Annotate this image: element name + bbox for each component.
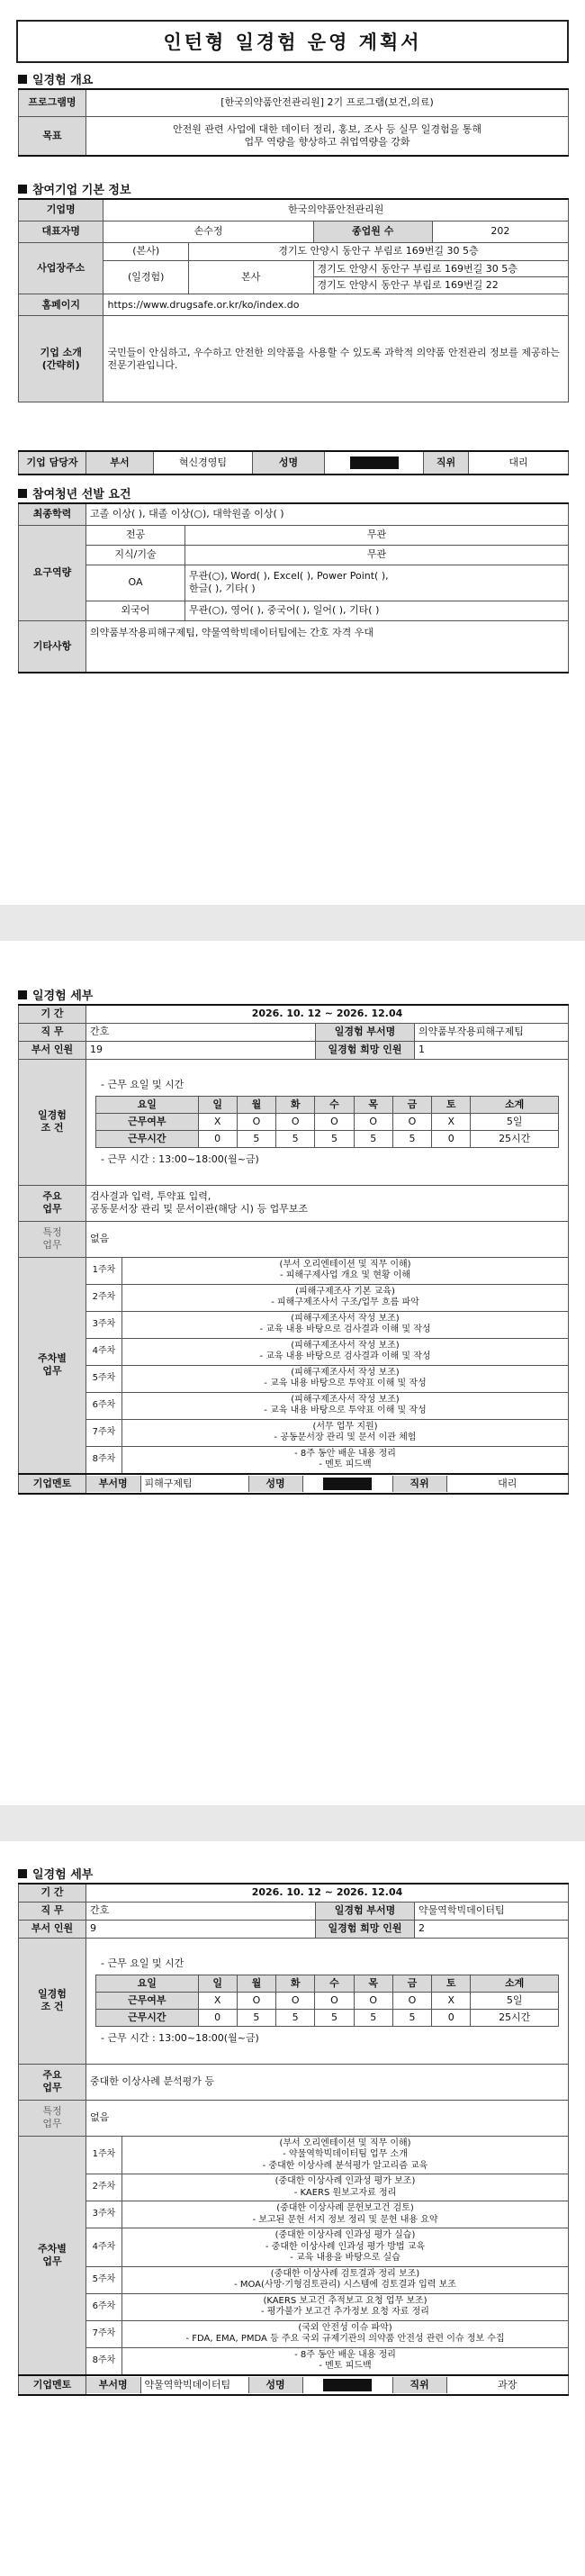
schedule-day-cell: 일 <box>198 1097 237 1114</box>
want-count-label: 일경험 희망 인원 <box>316 1041 415 1059</box>
education-label: 최종학력 <box>19 503 86 525</box>
job-label: 직 무 <box>19 1023 86 1041</box>
mentor-position-value: 대리 <box>446 1476 568 1492</box>
detail-table-2 <box>18 1883 569 2396</box>
period-label: 기 간 <box>19 1005 86 1023</box>
redaction-block <box>350 456 399 469</box>
week-number: 4주차 <box>86 1338 122 1365</box>
period-value: 2026. 10. 12 ~ 2026. 12.04 <box>86 1884 569 1902</box>
redaction-block <box>323 2379 372 2391</box>
schedule-day-cell: 요일 <box>96 1097 199 1114</box>
week-task: (서무 업무 지원) - 공동문서장 관리 및 문서 이관 체험 <box>122 1419 569 1446</box>
mentor-position-value: 과장 <box>446 2377 568 2393</box>
week-number: 5주차 <box>86 2266 122 2293</box>
week-number: 6주차 <box>86 2293 122 2320</box>
page-gap <box>0 905 585 941</box>
section-heading-overview: 일경험 개요 <box>18 70 93 87</box>
special-task-label: 특정 업무 <box>19 2100 86 2136</box>
dept-count-label: 부서 인원 <box>19 1041 86 1059</box>
week-number: 3주차 <box>86 1311 122 1338</box>
condition-cell <box>86 1059 569 1185</box>
condition-title: - 근무 요일 및 시간 <box>101 1078 184 1090</box>
dept-count-label: 부서 인원 <box>19 1920 86 1938</box>
period-label: 기 간 <box>19 1884 86 1902</box>
education-value: 고졸 이상( ), 대졸 이상(○), 대학원졸 이상( ) <box>86 503 569 525</box>
mentor-name-label: 성명 <box>248 2377 302 2393</box>
dept-value: 약물역학빅데이터팀 <box>415 1902 569 1920</box>
intro-value: 국민들이 안심하고, 우수하고 안전한 의약품을 사용할 수 있도록 과학적 의약품 안전관리 정보를 제공하는 전문기관입니다. <box>104 316 569 402</box>
etc-label: 기타사항 <box>19 620 86 673</box>
schedule-work-cell: O <box>354 1993 392 2010</box>
ceo-label: 대표자명 <box>19 221 104 242</box>
schedule-hour-cell: 0 <box>198 2009 237 2026</box>
schedule-day-cell: 요일 <box>96 1975 199 1993</box>
schedule-work-cell: 5일 <box>471 1993 559 2010</box>
bullet-square-icon <box>18 75 27 84</box>
schedule-work-cell: X <box>198 1114 237 1131</box>
schedule-work-cell: X <box>198 1993 237 2010</box>
schedule-hour-cell: 근무시간 <box>96 1130 199 1147</box>
week-number: 5주차 <box>86 1365 122 1392</box>
etc-value: 의약품부작용피해구제팀, 약물역학빅데이터팀에는 간호 자격 우대 <box>86 620 569 673</box>
page-gap <box>0 1805 585 1841</box>
week-task: (피해구제조사서 작성 보조) - 교육 내용 바탕으로 투약표 이해 및 작성 <box>122 1392 569 1419</box>
week-task: (피해구제조사서 작성 보조) - 교육 내용 바탕으로 검사결과 이해 및 작성 <box>122 1311 569 1338</box>
mentor-name-redacted <box>302 2377 392 2393</box>
mentor-row <box>86 1474 569 1494</box>
contact-label: 기업 담당자 <box>19 451 86 475</box>
week-number: 8주차 <box>86 2347 122 2375</box>
week-task: (중대한 이상사례 검토결과 정리 보조) - MOA(사망·기형검토관리) 시스템에 검토결과 입력 보조 <box>122 2266 569 2293</box>
week-number: 4주차 <box>86 2228 122 2267</box>
period-value: 2026. 10. 12 ~ 2026. 12.04 <box>86 1005 569 1023</box>
contact-position-value: 대리 <box>469 451 569 475</box>
schedule-work-cell: 5일 <box>471 1114 559 1131</box>
schedule-day-cell: 금 <box>392 1097 431 1114</box>
condition-label: 일경험 조 건 <box>19 1938 86 2064</box>
schedule-hour-cell: 5 <box>392 2009 431 2026</box>
overview-table <box>18 88 569 157</box>
schedule-day-cell: 화 <box>276 1097 315 1114</box>
page-1 <box>0 0 585 905</box>
week-number: 7주차 <box>86 1419 122 1446</box>
dept-label: 일경험 부서명 <box>316 1023 415 1041</box>
major-label: 전공 <box>86 525 185 545</box>
want-count-value: 1 <box>415 1041 569 1059</box>
week-task: (피해구제조사서 작성 보조) - 교육 내용 바탕으로 투약표 이해 및 작성 <box>122 1365 569 1392</box>
oa-value: 무관(○), Word( ), Excel( ), Power Point( ), 한글( ), 기타( ) <box>185 565 569 601</box>
contact-name-label: 성명 <box>253 451 325 475</box>
week-task: (부서 오리엔테이션 및 직무 이해) - 피해구제사업 개요 및 현황 이해 <box>122 1257 569 1284</box>
main-task-value: 검사결과 입력, 투약표 입력, 공동문서장 관리 및 문서이관(해당 시) 등 업무보조 <box>86 1185 569 1221</box>
week-number: 2주차 <box>86 1284 122 1311</box>
major-value: 무관 <box>185 525 569 545</box>
schedule-hour-cell: 25시간 <box>471 2009 559 2026</box>
schedule-hour-cell: 0 <box>432 2009 471 2026</box>
dept-count-value: 19 <box>86 1041 316 1059</box>
address-work-label: 본사 <box>188 260 313 294</box>
schedule-table-2 <box>95 1975 559 2026</box>
goal-value: 안전원 관련 사업에 대한 데이터 정리, 홍보, 조사 등 실무 일경험을 통해 업무 역량을 향상하고 취업역량을 강화 <box>86 116 569 156</box>
week-task: (KAERS 보고건 추적보고 요청 업무 보조) - 평가불가 보고건 추가정보 요청 자료 정리 <box>122 2293 569 2320</box>
employee-count-label: 종업원 수 <box>313 221 432 242</box>
section-heading-detail: 일경험 세부 <box>18 986 93 1003</box>
schedule-day-cell: 수 <box>315 1097 354 1114</box>
dept-value: 의약품부작용피해구제팀 <box>415 1023 569 1041</box>
contact-position-label: 직위 <box>424 451 469 475</box>
schedule-hour-cell: 5 <box>392 1130 431 1147</box>
goal-label: 목표 <box>19 116 86 156</box>
schedule-hour-cell: 0 <box>432 1130 471 1147</box>
schedule-work-cell: O <box>276 1993 315 2010</box>
language-value: 무관(○), 영어( ), 중국어( ), 일어( ), 기타( ) <box>185 601 569 620</box>
schedule-day-cell: 소계 <box>471 1975 559 1993</box>
week-number: 6주차 <box>86 1392 122 1419</box>
condition-title: - 근무 요일 및 시간 <box>101 1957 184 1969</box>
ceo-value: 손수정 <box>104 221 313 242</box>
oa-label: OA <box>86 565 185 601</box>
job-value: 간호 <box>86 1023 316 1041</box>
dept-count-value: 9 <box>86 1920 316 1938</box>
weekly-task-label: 주차별 업무 <box>19 2136 86 2375</box>
schedule-day-cell: 소계 <box>471 1097 559 1114</box>
mentor-name-label: 성명 <box>248 1476 302 1492</box>
contact-dept-label: 부서 <box>86 451 154 475</box>
schedule-day-cell: 화 <box>276 1975 315 1993</box>
schedule-work-cell: O <box>237 1993 275 2010</box>
page-3 <box>0 1841 585 2576</box>
week-task: (부서 오리엔테이션 및 직무 이해) - 약물역학빅데이터팀 업무 소개 - 중대한 이상사례 분석평가 알고리즘 교육 <box>122 2136 569 2174</box>
language-label: 외국어 <box>86 601 185 620</box>
mentor-label: 기업멘토 <box>19 1474 86 1494</box>
condition-cell <box>86 1938 569 2064</box>
schedule-table-1 <box>95 1096 559 1147</box>
mentor-name-redacted <box>302 1476 392 1492</box>
schedule-work-cell: 근무여부 <box>96 1114 199 1131</box>
main-task-label: 주요 업무 <box>19 2064 86 2100</box>
schedule-work-cell: O <box>392 1993 431 2010</box>
skill-value: 무관 <box>185 545 569 565</box>
address-hq-value: 경기도 안양시 동안구 부림로 169번길 30 5층 <box>188 242 568 260</box>
main-task-value: 중대한 이상사례 분석평가 등 <box>86 2064 569 2100</box>
skill-label: 지식/기술 <box>86 545 185 565</box>
dept-label: 일경험 부서명 <box>316 1902 415 1920</box>
main-task-label: 주요 업무 <box>19 1185 86 1221</box>
mentor-label: 기업멘토 <box>19 2375 86 2395</box>
weekly-task-label: 주차별 업무 <box>19 1257 86 1474</box>
mentor-dept-value: 약물역학빅데이터팀 <box>140 2377 248 2393</box>
week-number: 1주차 <box>86 1257 122 1284</box>
address-label: 사업장주소 <box>19 242 104 294</box>
schedule-day-cell: 금 <box>392 1975 431 1993</box>
job-label: 직 무 <box>19 1902 86 1920</box>
schedule-hour-cell: 5 <box>354 1130 392 1147</box>
mentor-row <box>86 2375 569 2395</box>
address-work-1: 경기도 안양시 동안구 부림로 169번길 30 5층 <box>313 260 568 277</box>
bullet-square-icon <box>18 489 27 498</box>
schedule-day-cell: 월 <box>237 1097 275 1114</box>
company-name-value: 한국의약품안전관리원 <box>104 199 569 221</box>
week-task: (국외 안전성 이슈 파악) - FDA, EMA, PMDA 등 주요 국외 규제기관의 의약품 안전성 관련 이슈 정보 수집 <box>122 2320 569 2347</box>
bullet-square-icon <box>18 990 27 999</box>
week-number: 7주차 <box>86 2320 122 2347</box>
want-count-label: 일경험 희망 인원 <box>316 1920 415 1938</box>
address-work-tag: (일경험) <box>104 260 188 294</box>
redaction-block <box>323 1478 372 1490</box>
schedule-hour-cell: 5 <box>354 2009 392 2026</box>
schedule-work-cell: X <box>432 1993 471 2010</box>
schedule-work-cell: X <box>432 1114 471 1131</box>
company-contact-table <box>18 450 569 475</box>
schedule-hour-cell: 5 <box>237 2009 275 2026</box>
week-number: 3주차 <box>86 2201 122 2228</box>
schedule-work-cell: O <box>237 1114 275 1131</box>
document-title: 인턴형 일경험 운영 계획서 <box>16 20 569 63</box>
want-count-value: 2 <box>415 1920 569 1938</box>
section-heading-company: 참여기업 기본 정보 <box>18 180 131 197</box>
schedule-hour-cell: 5 <box>237 1130 275 1147</box>
contact-name-redacted <box>325 451 424 475</box>
page-2 <box>0 941 585 1805</box>
week-task: (피해구제조사 기본 교육) - 피해구제조사서 구조/업무 흐름 파악 <box>122 1284 569 1311</box>
schedule-hour-cell: 5 <box>276 1130 315 1147</box>
intro-label: 기업 소개 (간략히) <box>19 316 104 402</box>
homepage-link[interactable]: https://www.drugsafe.or.kr/ko/index.do <box>104 294 569 316</box>
week-number: 8주차 <box>86 1446 122 1474</box>
schedule-work-cell: O <box>276 1114 315 1131</box>
week-number: 2주차 <box>86 2174 122 2201</box>
schedule-hour-cell: 25시간 <box>471 1130 559 1147</box>
week-task: - 8주 동안 배운 내용 정리 - 멘토 피드백 <box>122 1446 569 1474</box>
special-task-value: 없음 <box>86 1221 569 1257</box>
schedule-work-cell: 근무여부 <box>96 1993 199 2010</box>
address-work-2: 경기도 안양시 동안구 부림로 169번길 22 <box>313 277 568 294</box>
company-table <box>18 198 569 402</box>
condition-label: 일경험 조 건 <box>19 1059 86 1185</box>
schedule-hour-cell: 0 <box>198 1130 237 1147</box>
week-task: (피해구제조사서 작성 보조) - 교육 내용 바탕으로 검사결과 이해 및 작성 <box>122 1338 569 1365</box>
bullet-square-icon <box>18 1869 27 1878</box>
schedule-day-cell: 목 <box>354 1975 392 1993</box>
special-task-value: 없음 <box>86 2100 569 2136</box>
section-heading-requirements: 참여청년 선발 요건 <box>18 484 131 502</box>
mentor-dept-value: 피해구제팀 <box>140 1476 248 1492</box>
contact-dept-value: 혁신경영팀 <box>154 451 253 475</box>
mentor-position-label: 직위 <box>392 1476 446 1492</box>
program-value: [한국의약품안전관리원] 2기 프로그램(보건,의료) <box>86 89 569 116</box>
week-task: (중대한 이상사례 인과성 평가 실습) - 중대한 이상사례 인과성 평가 방법 교육 - 교육 내용을 바탕으로 실습 <box>122 2228 569 2267</box>
schedule-work-cell: O <box>354 1114 392 1131</box>
detail-table-1 <box>18 1004 569 1495</box>
schedule-day-cell: 토 <box>432 1975 471 1993</box>
schedule-work-cell: O <box>315 1114 354 1131</box>
company-name-label: 기업명 <box>19 199 104 221</box>
schedule-work-cell: O <box>315 1993 354 2010</box>
special-task-label: 특정 업무 <box>19 1221 86 1257</box>
mentor-position-label: 직위 <box>392 2377 446 2393</box>
schedule-day-cell: 일 <box>198 1975 237 1993</box>
address-hq-tag: (본사) <box>104 242 188 260</box>
job-value: 간호 <box>86 1902 316 1920</box>
homepage-label: 홈페이지 <box>19 294 104 316</box>
employee-count-value: 202 <box>432 221 568 242</box>
program-label: 프로그램명 <box>19 89 86 116</box>
week-task: (중대한 이상사례 문헌보고건 검토) - 보고된 문헌 서지 정보 정리 및 문헌 내용 요약 <box>122 2201 569 2228</box>
mentor-dept-label: 부서명 <box>86 2377 140 2393</box>
schedule-hour-cell: 5 <box>276 2009 315 2026</box>
week-task: - 8주 동안 배운 내용 정리 - 멘토 피드백 <box>122 2347 569 2375</box>
schedule-work-cell: O <box>392 1114 431 1131</box>
time-note: - 근무 시간 : 13:00~18:00(월~금) <box>101 1152 259 1165</box>
competency-label: 요구역량 <box>19 525 86 620</box>
schedule-hour-cell: 5 <box>315 2009 354 2026</box>
schedule-hour-cell: 5 <box>315 1130 354 1147</box>
mentor-dept-label: 부서명 <box>86 1476 140 1492</box>
section-heading-detail: 일경험 세부 <box>18 1865 93 1882</box>
schedule-day-cell: 수 <box>315 1975 354 1993</box>
schedule-day-cell: 월 <box>237 1975 275 1993</box>
week-number: 1주차 <box>86 2136 122 2174</box>
schedule-day-cell: 목 <box>354 1097 392 1114</box>
schedule-day-cell: 토 <box>432 1097 471 1114</box>
bullet-square-icon <box>18 185 27 194</box>
requirements-table <box>18 502 569 673</box>
schedule-hour-cell: 근무시간 <box>96 2009 199 2026</box>
week-task: (중대한 이상사례 인과성 평가 보조) - KAERS 원보고자료 정리 <box>122 2174 569 2201</box>
time-note: - 근무 시간 : 13:00~18:00(월~금) <box>101 2031 259 2044</box>
